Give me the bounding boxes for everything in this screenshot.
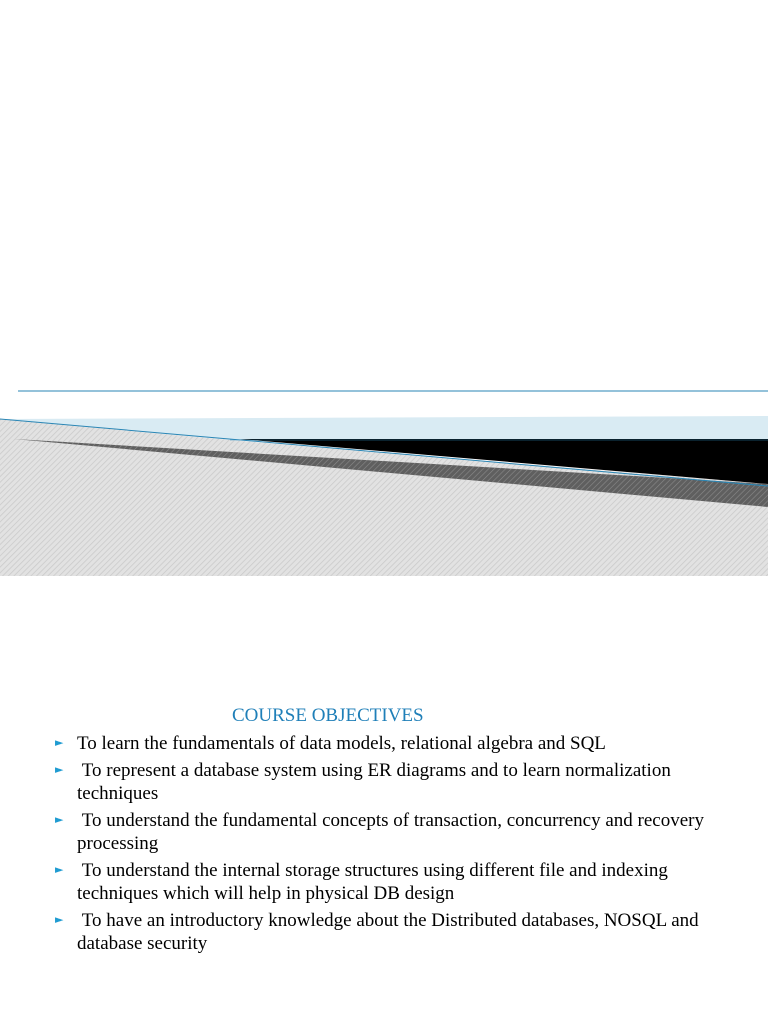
triangle-bullet-icon: ► [55,812,64,826]
triangle-bullet-icon: ► [55,912,64,926]
triangle-bullet-icon: ► [55,862,64,876]
objective-text: To understand the fundamental concepts of transaction, concurrency and recovery processing [77,809,709,854]
list-item [52,859,752,906]
list-item [52,909,752,956]
objective-text: To represent a database system using ER diagrams and to learn normalization techniques [77,759,676,804]
objectives-title: COURSE OBJECTIVES [232,705,424,726]
list-item [52,759,752,806]
triangle-bullet-icon: ► [55,736,64,749]
objective-text: To understand the internal storage structures using different file and indexing techniques which will help in physical DB design [77,859,673,904]
triangle-bullet-icon: ► [55,762,64,776]
objectives-list [52,732,752,959]
list-item [52,732,752,756]
list-item [52,809,752,856]
decorative-banner [0,380,768,580]
objective-text: To learn the fundamentals of data models, relational algebra and SQL [77,733,606,754]
objective-text: To have an introductory knowledge about the Distributed databases, NOSQL and database security [77,909,704,954]
